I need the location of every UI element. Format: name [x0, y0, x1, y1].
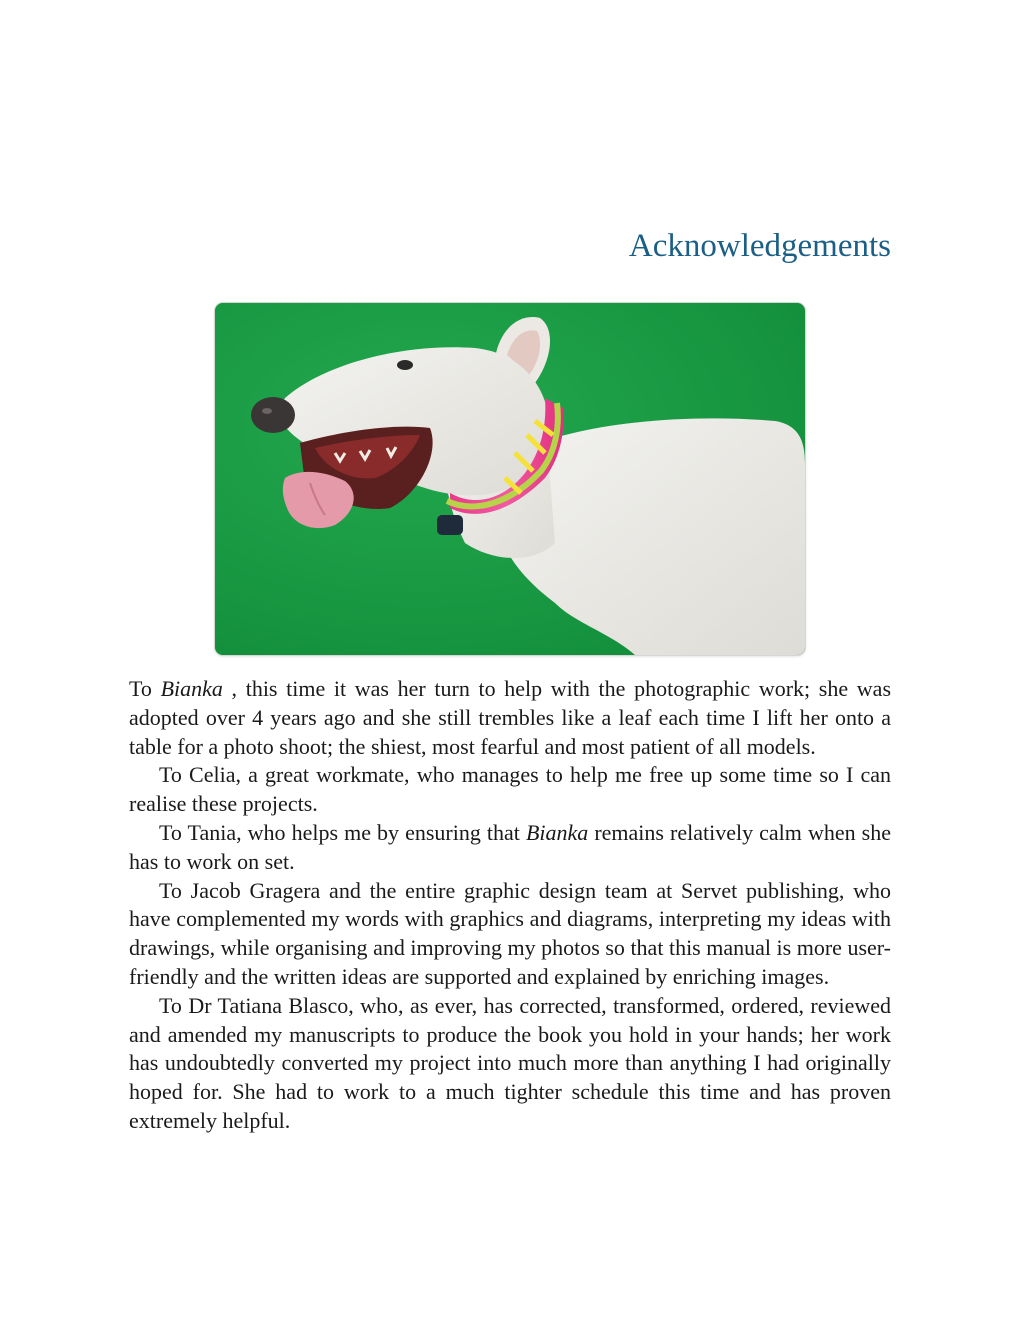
page-title: Acknowledgements [628, 228, 891, 264]
acknowledgements-body [129, 675, 891, 1136]
paragraph-celia: To Celia, a great workmate, who manages to help me free up some time so I can realise these projects. [129, 762, 891, 817]
paragraph-design-team: To Jacob Gragera and the entire graphic design team at Servet publishing, who have complemented my words with graphics and diagrams, interpreting my ideas with drawings, while organising and improving my photos so that this manual is more user-friendly and the written ideas are supported and explained by enriching images. [129, 877, 891, 989]
paragraph-tatiana: To Dr Tatiana Blasco, who, as ever, has corrected, transformed, ordered, reviewed and amended my manuscripts to produce the book you hold in your hands; her work has undoubtedly converted my project into much more than anything I had originally hoped for. She had to work to a much tighter schedule this time and has proven extremely helpful. [129, 992, 891, 1133]
paragraph-bianka: To Bianka , this time it was her turn to help with the photographic work; she was adopted over 4 years ago and she still trembles like a leaf each time I lift her onto a table for a photo shoot; the shiest, most fearful and most patient of all models. [129, 676, 891, 759]
dog-photo [215, 303, 805, 655]
paragraph-tania: To Tania, who helps me by ensuring that Bianka remains relatively calm when she has to work on set. [129, 819, 891, 874]
